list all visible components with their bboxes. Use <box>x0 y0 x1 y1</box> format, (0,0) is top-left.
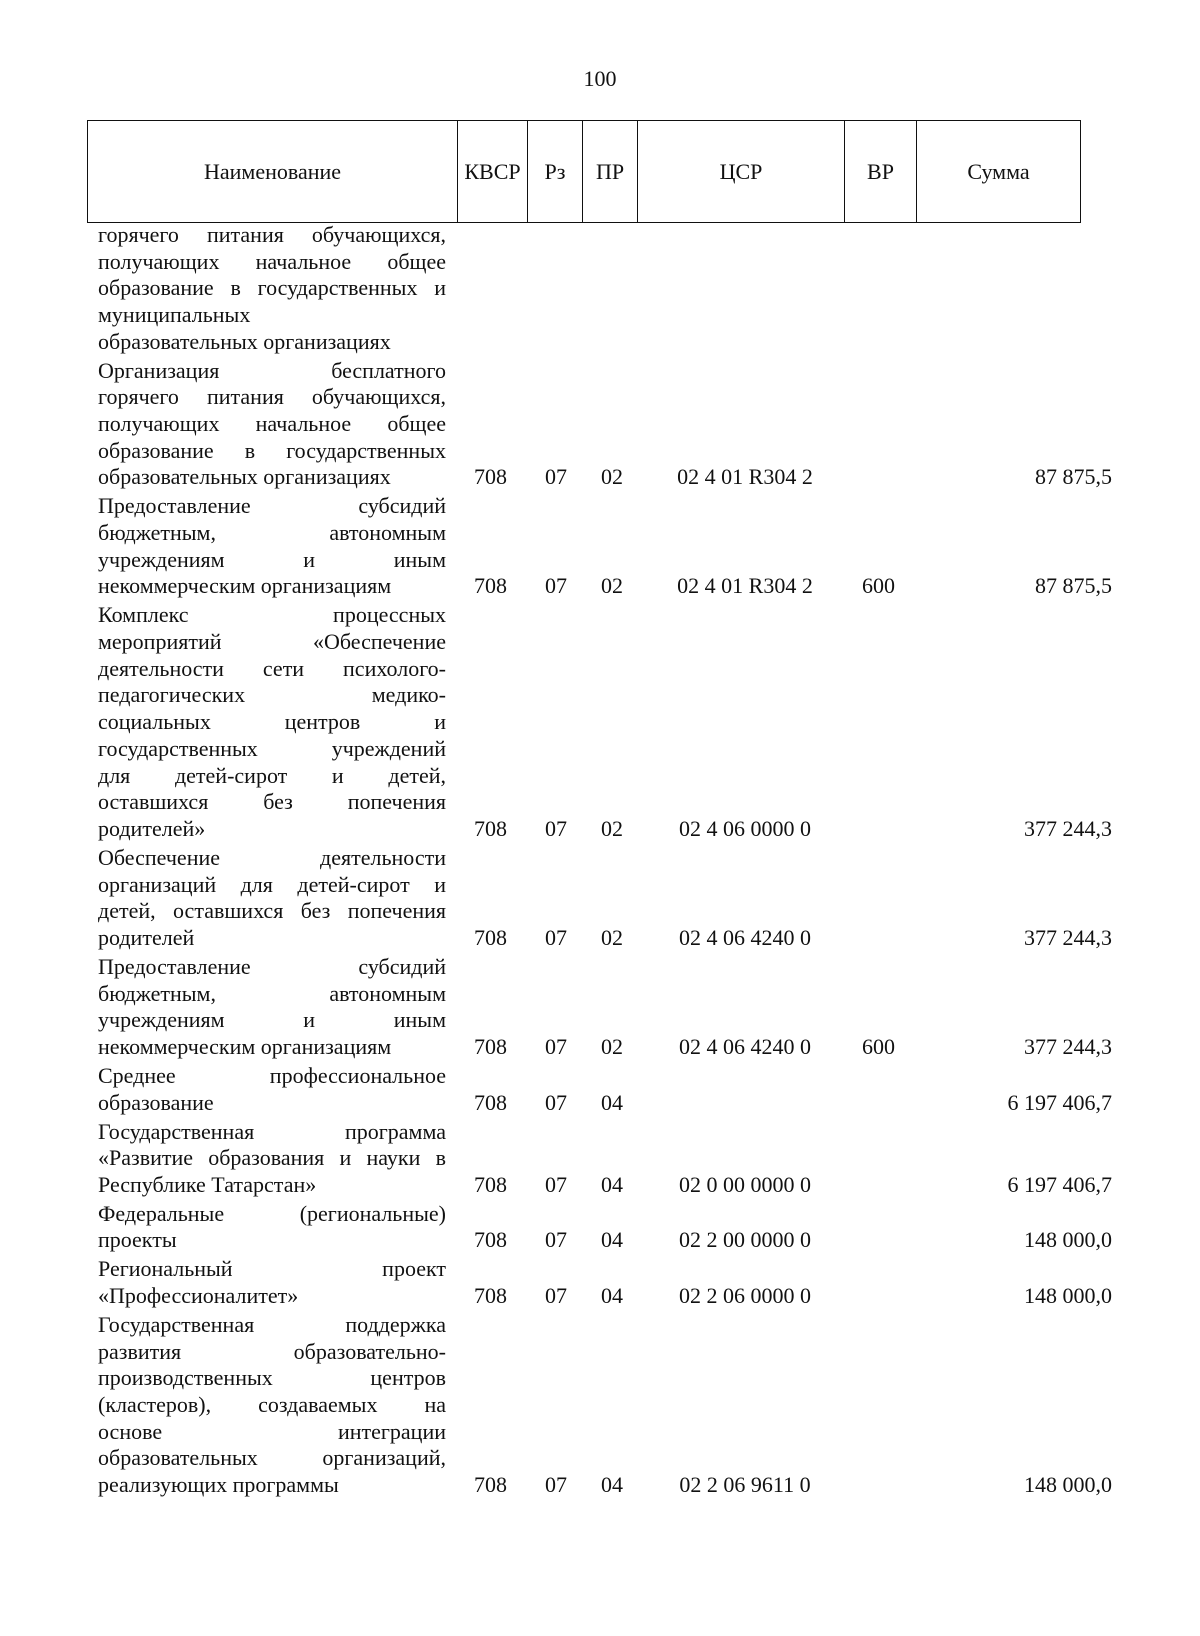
header-csr: ЦСР <box>638 121 845 223</box>
cell-sum: 148 000,0 <box>1024 1283 1112 1309</box>
row-name-line: Государственная поддержка <box>98 1312 446 1337</box>
row-name-line: проекты <box>98 1227 177 1253</box>
cell-rz: 07 <box>545 1472 567 1498</box>
cell-kvsr: 708 <box>474 1227 507 1253</box>
cell-pr: 04 <box>601 1089 623 1115</box>
row-name-line: образование в государственных и <box>98 275 446 301</box>
cell-pr: 02 <box>601 1033 623 1059</box>
cell-vr: 600 <box>862 1033 895 1059</box>
row-name-line: детей, оставшихся без попечения <box>98 898 446 924</box>
row-name-line: Федеральные (региональные) <box>98 1200 446 1226</box>
header-rz: Рз <box>528 121 583 223</box>
row-name-line: бюджетным, автономным <box>98 980 446 1006</box>
cell-pr: 02 <box>601 464 623 490</box>
table-row <box>0 954 1200 1061</box>
header-name: Наименование <box>88 121 458 223</box>
row-name-line: государственных учреждений <box>98 735 446 761</box>
cell-csr: 02 0 00 0000 0 <box>679 1171 811 1197</box>
row-name-line: Республике Татарстан» <box>98 1171 317 1197</box>
table-row <box>0 358 1200 492</box>
row-name-line: «Развитие образования и науки в <box>98 1145 446 1171</box>
header-vr: ВР <box>845 121 917 223</box>
cell-kvsr: 708 <box>474 573 507 599</box>
cell-rz: 07 <box>545 1089 567 1115</box>
row-name-line: Региональный проект <box>98 1256 446 1282</box>
row-name-line: образование <box>98 1089 214 1115</box>
cell-csr: 02 2 06 9611 0 <box>679 1472 811 1498</box>
row-name-line: получающих начальное общее <box>98 248 446 274</box>
row-name-line: Обеспечение деятельности <box>98 844 446 870</box>
table-row <box>0 1256 1200 1309</box>
row-name-line: муниципальных <box>98 302 251 328</box>
row-name-line: организаций для детей-сирот и <box>98 871 446 897</box>
row-name-line: Предоставление субсидий <box>98 953 446 979</box>
cell-csr: 02 2 06 0000 0 <box>679 1283 811 1309</box>
cell-sum: 87 875,5 <box>1035 573 1112 599</box>
header-kvsr: КВСР <box>458 121 528 223</box>
row-name-line: образовательных организаций, <box>98 1445 446 1471</box>
row-name-line: родителей <box>98 924 195 950</box>
row-name-line: образовательных организациях <box>98 464 391 490</box>
cell-csr: 02 4 06 4240 0 <box>679 1033 811 1059</box>
row-name-line: деятельности сети психолого- <box>98 655 446 681</box>
cell-kvsr: 708 <box>474 1472 507 1498</box>
row-name-line: образовательных организациях <box>98 328 391 354</box>
cell-rz: 07 <box>545 924 567 950</box>
page-number: 100 <box>583 66 617 91</box>
cell-vr: 600 <box>862 573 895 599</box>
cell-sum: 377 244,3 <box>1024 815 1112 841</box>
cell-sum: 377 244,3 <box>1024 924 1112 950</box>
cell-pr: 04 <box>601 1171 623 1197</box>
table-row <box>0 493 1200 600</box>
row-name-line: основе интеграции <box>98 1418 446 1444</box>
row-name-line: педагогических медико- <box>98 682 446 708</box>
row-name <box>98 602 446 842</box>
row-name-line: развития образовательно- <box>98 1338 446 1364</box>
row-name-line: реализующих программы <box>98 1472 339 1498</box>
cell-rz: 07 <box>545 464 567 490</box>
row-name-line: родителей» <box>98 815 206 841</box>
cell-sum: 148 000,0 <box>1024 1227 1112 1253</box>
cell-pr: 04 <box>601 1472 623 1498</box>
row-name-line: Государственная программа <box>98 1118 446 1144</box>
table-row <box>0 1312 1200 1499</box>
row-name-line: бюджетным, автономным <box>98 520 446 546</box>
table-row <box>0 1119 1200 1199</box>
row-name-line: некоммерческим организациям <box>98 1033 392 1059</box>
row-name-line: (кластеров), создаваемых на <box>98 1392 446 1418</box>
row-name <box>98 1119 446 1199</box>
row-name-line: учреждениям и иным <box>98 1007 446 1033</box>
cell-kvsr: 708 <box>474 815 507 841</box>
cell-kvsr: 708 <box>474 924 507 950</box>
row-name-line: получающих начальное общее <box>98 411 446 437</box>
cell-rz: 07 <box>545 815 567 841</box>
cell-sum: 87 875,5 <box>1035 464 1112 490</box>
row-name-line: производственных центров <box>98 1365 446 1391</box>
row-name <box>98 1256 446 1309</box>
row-name-line: «Профессионалитет» <box>98 1283 299 1309</box>
row-name-line: Организация бесплатного <box>98 357 446 383</box>
row-name-line: социальных центров и <box>98 709 446 735</box>
row-name-line: Предоставление субсидий <box>98 493 446 519</box>
row-name <box>98 1063 446 1116</box>
cell-csr: 02 2 00 0000 0 <box>679 1227 811 1253</box>
row-name-line: для детей-сирот и детей, <box>98 762 446 788</box>
row-name <box>98 358 446 491</box>
cell-rz: 07 <box>545 1283 567 1309</box>
cell-kvsr: 708 <box>474 464 507 490</box>
cell-pr: 04 <box>601 1283 623 1309</box>
row-name-line: учреждениям и иным <box>98 546 446 572</box>
cell-rz: 07 <box>545 1227 567 1253</box>
table-row <box>0 222 1200 356</box>
row-name-line: мероприятий «Обеспечение <box>98 629 446 655</box>
row-name <box>98 1201 446 1254</box>
row-name <box>98 493 446 600</box>
row-name <box>98 954 446 1061</box>
cell-rz: 07 <box>545 1033 567 1059</box>
row-name-line: образование в государственных <box>98 437 446 463</box>
table-row <box>0 1063 1200 1116</box>
row-name <box>98 1312 446 1499</box>
cell-csr: 02 4 06 4240 0 <box>679 924 811 950</box>
row-name-line: Среднее профессиональное <box>98 1062 446 1088</box>
cell-rz: 07 <box>545 1171 567 1197</box>
cell-sum: 377 244,3 <box>1024 1033 1112 1059</box>
table-row <box>0 602 1200 842</box>
cell-sum: 148 000,0 <box>1024 1472 1112 1498</box>
cell-pr: 02 <box>601 815 623 841</box>
row-name <box>98 222 446 355</box>
cell-pr: 02 <box>601 573 623 599</box>
cell-kvsr: 708 <box>474 1089 507 1115</box>
cell-csr: 02 4 01 R304 2 <box>677 573 813 599</box>
header-pr: ПР <box>583 121 638 223</box>
header-sum: Сумма <box>917 121 1081 223</box>
cell-sum: 6 197 406,7 <box>1007 1171 1112 1197</box>
cell-sum: 6 197 406,7 <box>1007 1089 1112 1115</box>
cell-csr: 02 4 06 0000 0 <box>679 815 811 841</box>
cell-kvsr: 708 <box>474 1033 507 1059</box>
row-name-line: оставшихся без попечения <box>98 789 446 815</box>
cell-pr: 04 <box>601 1227 623 1253</box>
table-row <box>0 845 1200 952</box>
cell-rz: 07 <box>545 573 567 599</box>
cell-kvsr: 708 <box>474 1171 507 1197</box>
row-name-line: горячего питания обучающихся, <box>98 222 446 247</box>
row-name <box>98 845 446 952</box>
row-name-line: некоммерческим организациям <box>98 573 392 599</box>
cell-pr: 02 <box>601 924 623 950</box>
row-name-line: горячего питания обучающихся, <box>98 384 446 410</box>
cell-kvsr: 708 <box>474 1283 507 1309</box>
row-name-line: Комплекс процессных <box>98 602 446 628</box>
table-row <box>0 1201 1200 1254</box>
cell-csr: 02 4 01 R304 2 <box>677 464 813 490</box>
